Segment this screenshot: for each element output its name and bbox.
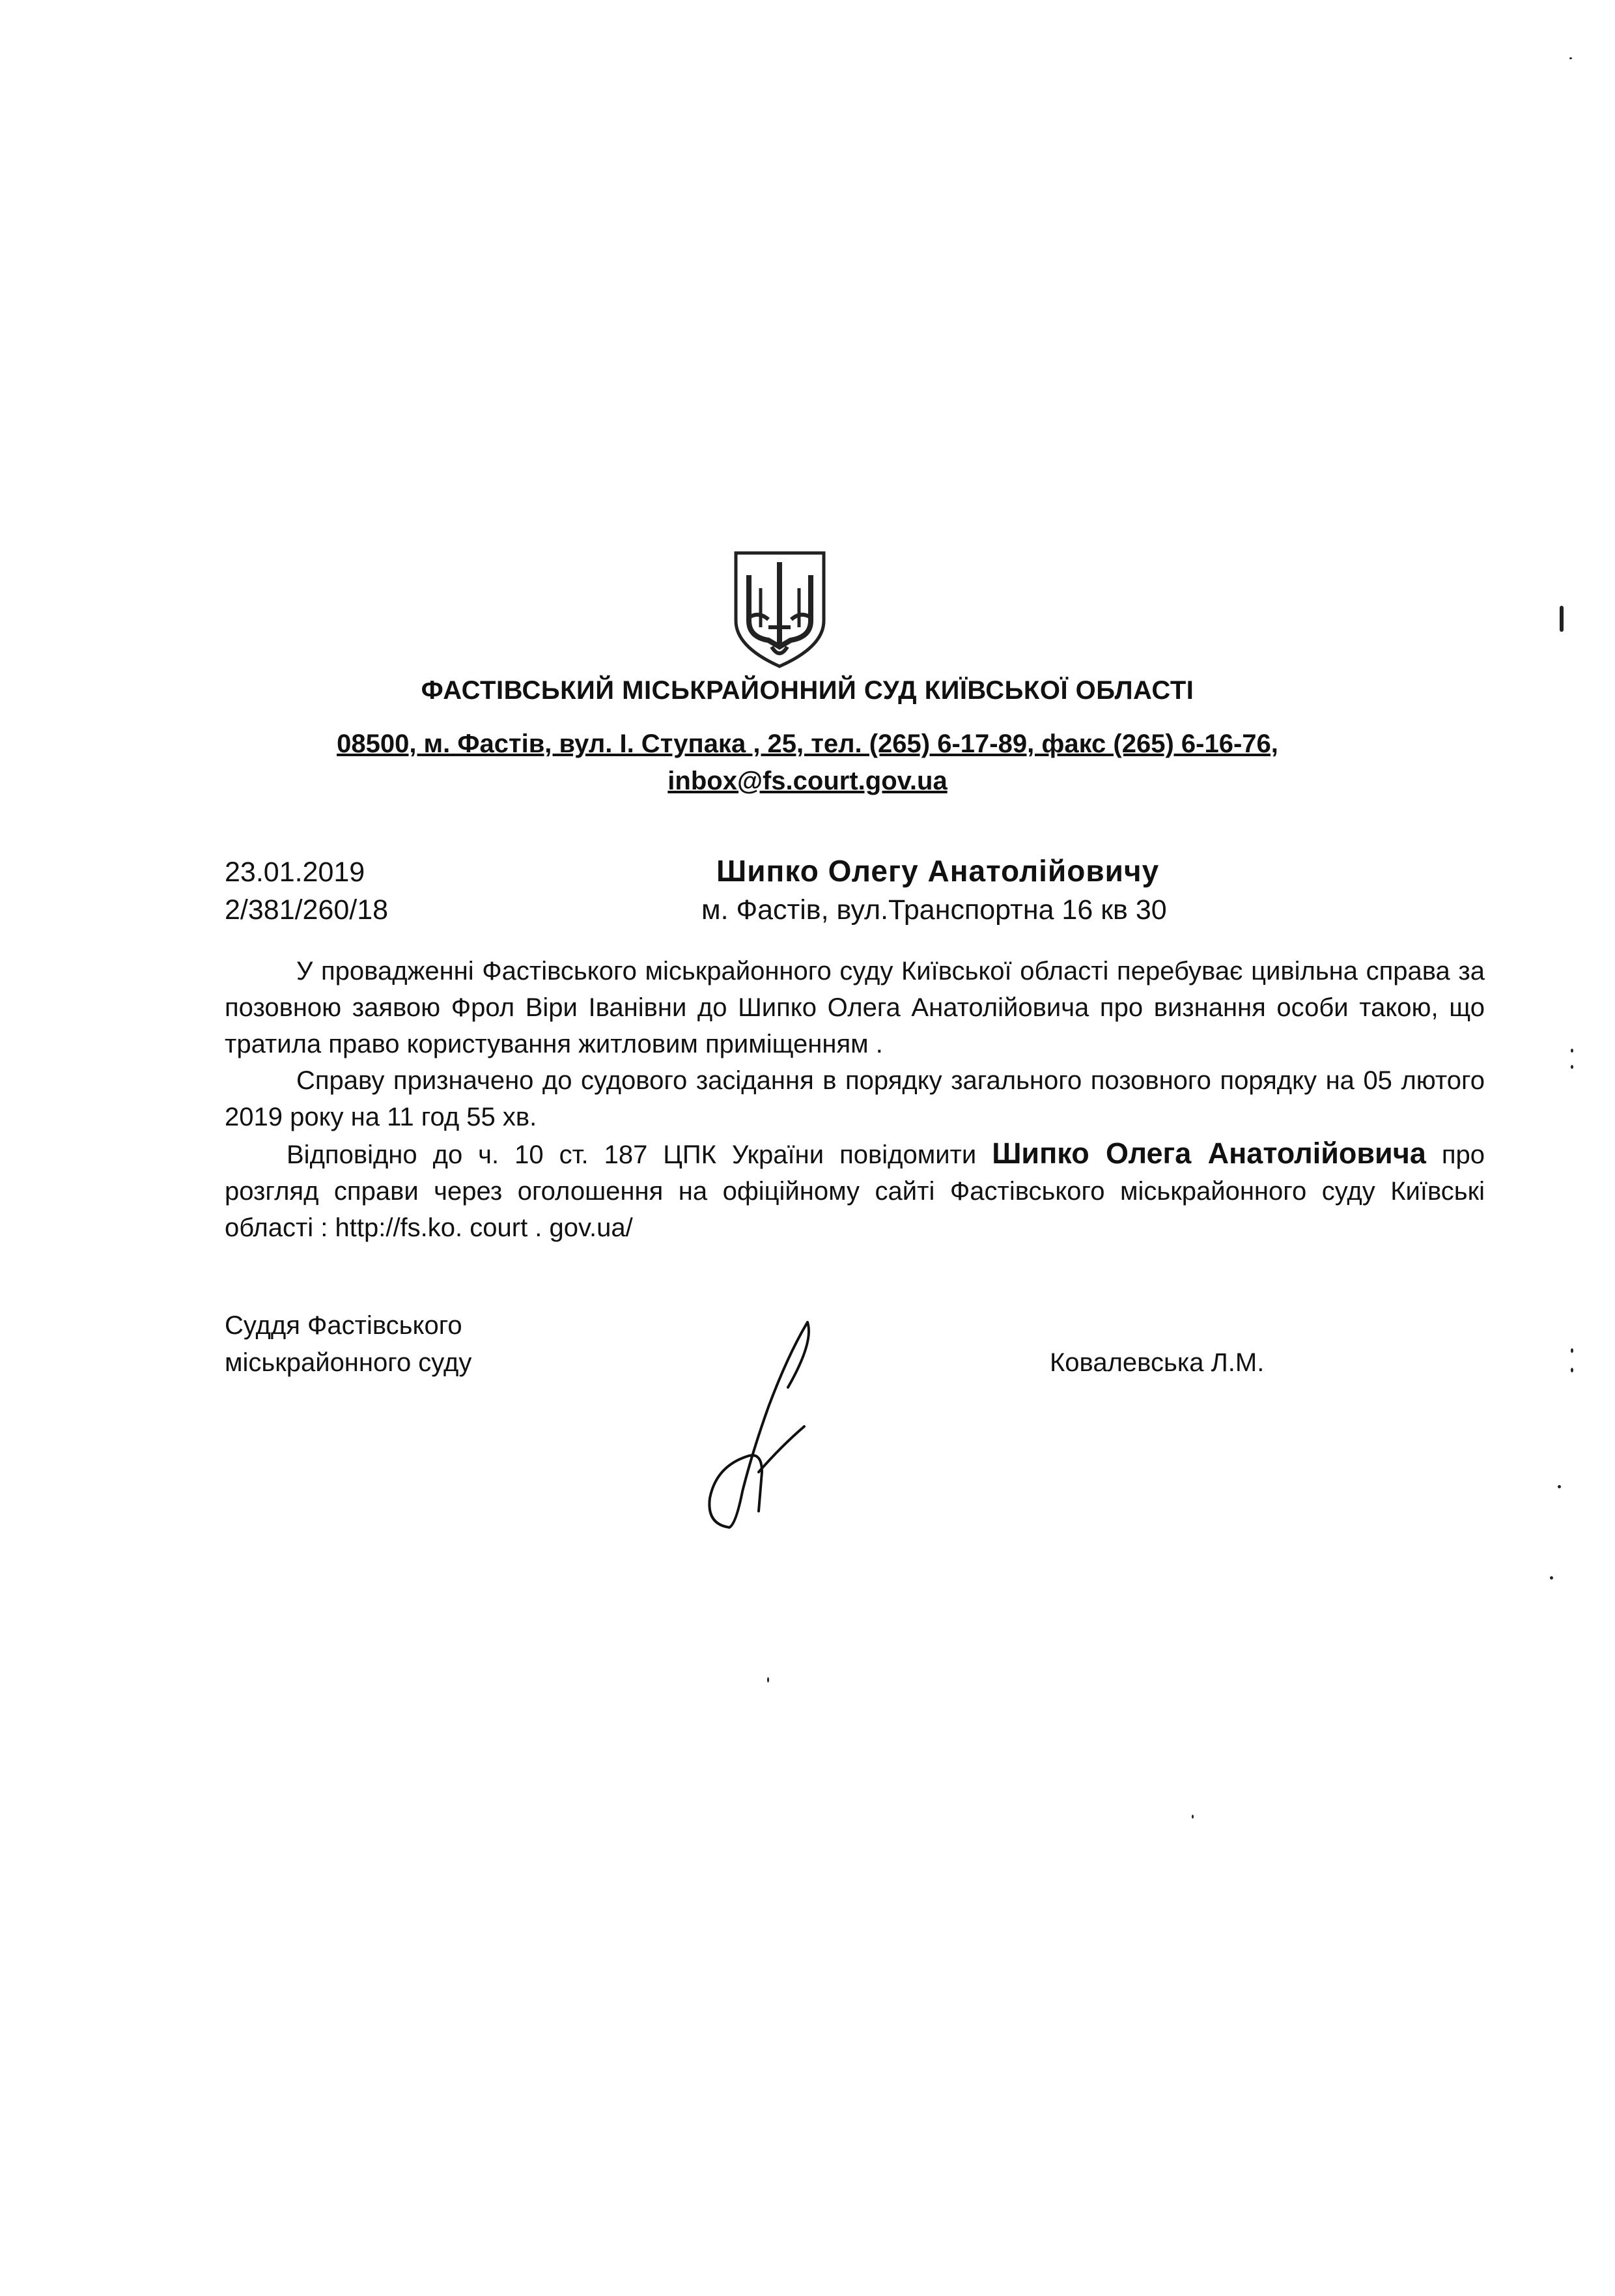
ukraine-trident-icon [729, 549, 830, 670]
body-text: Відповідно до ч. 10 ст. 187 ЦПК України повідомити [287, 1141, 992, 1169]
body-paragraph: У провадженні Фастівського міськрайонного суду Київської області перебуває цивільна справа за позовною заявою Фрол Віри Іванівни до Шипко Олега Анатолійовича про визнання особи такою, що тратила право користування житловим приміщенням . [225, 957, 1485, 1058]
document-date: 23.01.2019 [225, 857, 365, 888]
recipient-address: м. Фастів, вул.Транспортна 16 кв 30 [701, 894, 1167, 926]
court-email: inbox@fs.court.gov.ua [667, 767, 948, 795]
judge-title-line: Суддя Фастівського [225, 1311, 462, 1340]
scan-mark [1569, 57, 1572, 59]
scan-mark [1192, 1815, 1194, 1819]
scan-mark [1571, 1348, 1573, 1353]
judge-name: Ковалевська Л.М. [1050, 1348, 1265, 1377]
scan-mark [767, 1677, 769, 1682]
court-address: 08500, м. Фастів, вул. І. Ступака , 25, тел. (265) 6-17-89, факс (265) 6-16-76, [337, 730, 1278, 758]
defendant-name: Шипко Олега Анатолійовича [992, 1137, 1426, 1170]
scan-mark [1571, 1049, 1573, 1053]
handwritten-signature [690, 1316, 840, 1537]
scan-mark [1571, 1065, 1573, 1069]
letter-body [225, 953, 1485, 1246]
judge-title-line: міськрайонного суду [225, 1348, 472, 1377]
scan-mark [1558, 1485, 1561, 1488]
scan-mark [1560, 606, 1564, 632]
court-name: ФАСТІВСЬКИЙ МІСЬКРАЙОННИЙ СУД КИЇВСЬКОЇ ОБЛАСТІ [421, 676, 1194, 705]
reference-number: 2/381/260/18 [225, 894, 389, 926]
scan-mark [1571, 1368, 1573, 1372]
scan-mark [1550, 1576, 1553, 1580]
body-text: про розгляд справи через оголошення на офіційному сайті Фастівського міськрайонного суду Київські області : http://fs.ko. court . gov.ua/ [225, 1141, 1485, 1242]
body-paragraph: Справу призначено до судового засідання в порядку загального позовного порядку на 05 лютого 2019 року на 11 год 55 хв. [225, 1066, 1485, 1131]
recipient-name: Шипко Олегу Анатолійовичу [716, 854, 1160, 888]
body-paragraph [225, 1135, 1485, 1246]
